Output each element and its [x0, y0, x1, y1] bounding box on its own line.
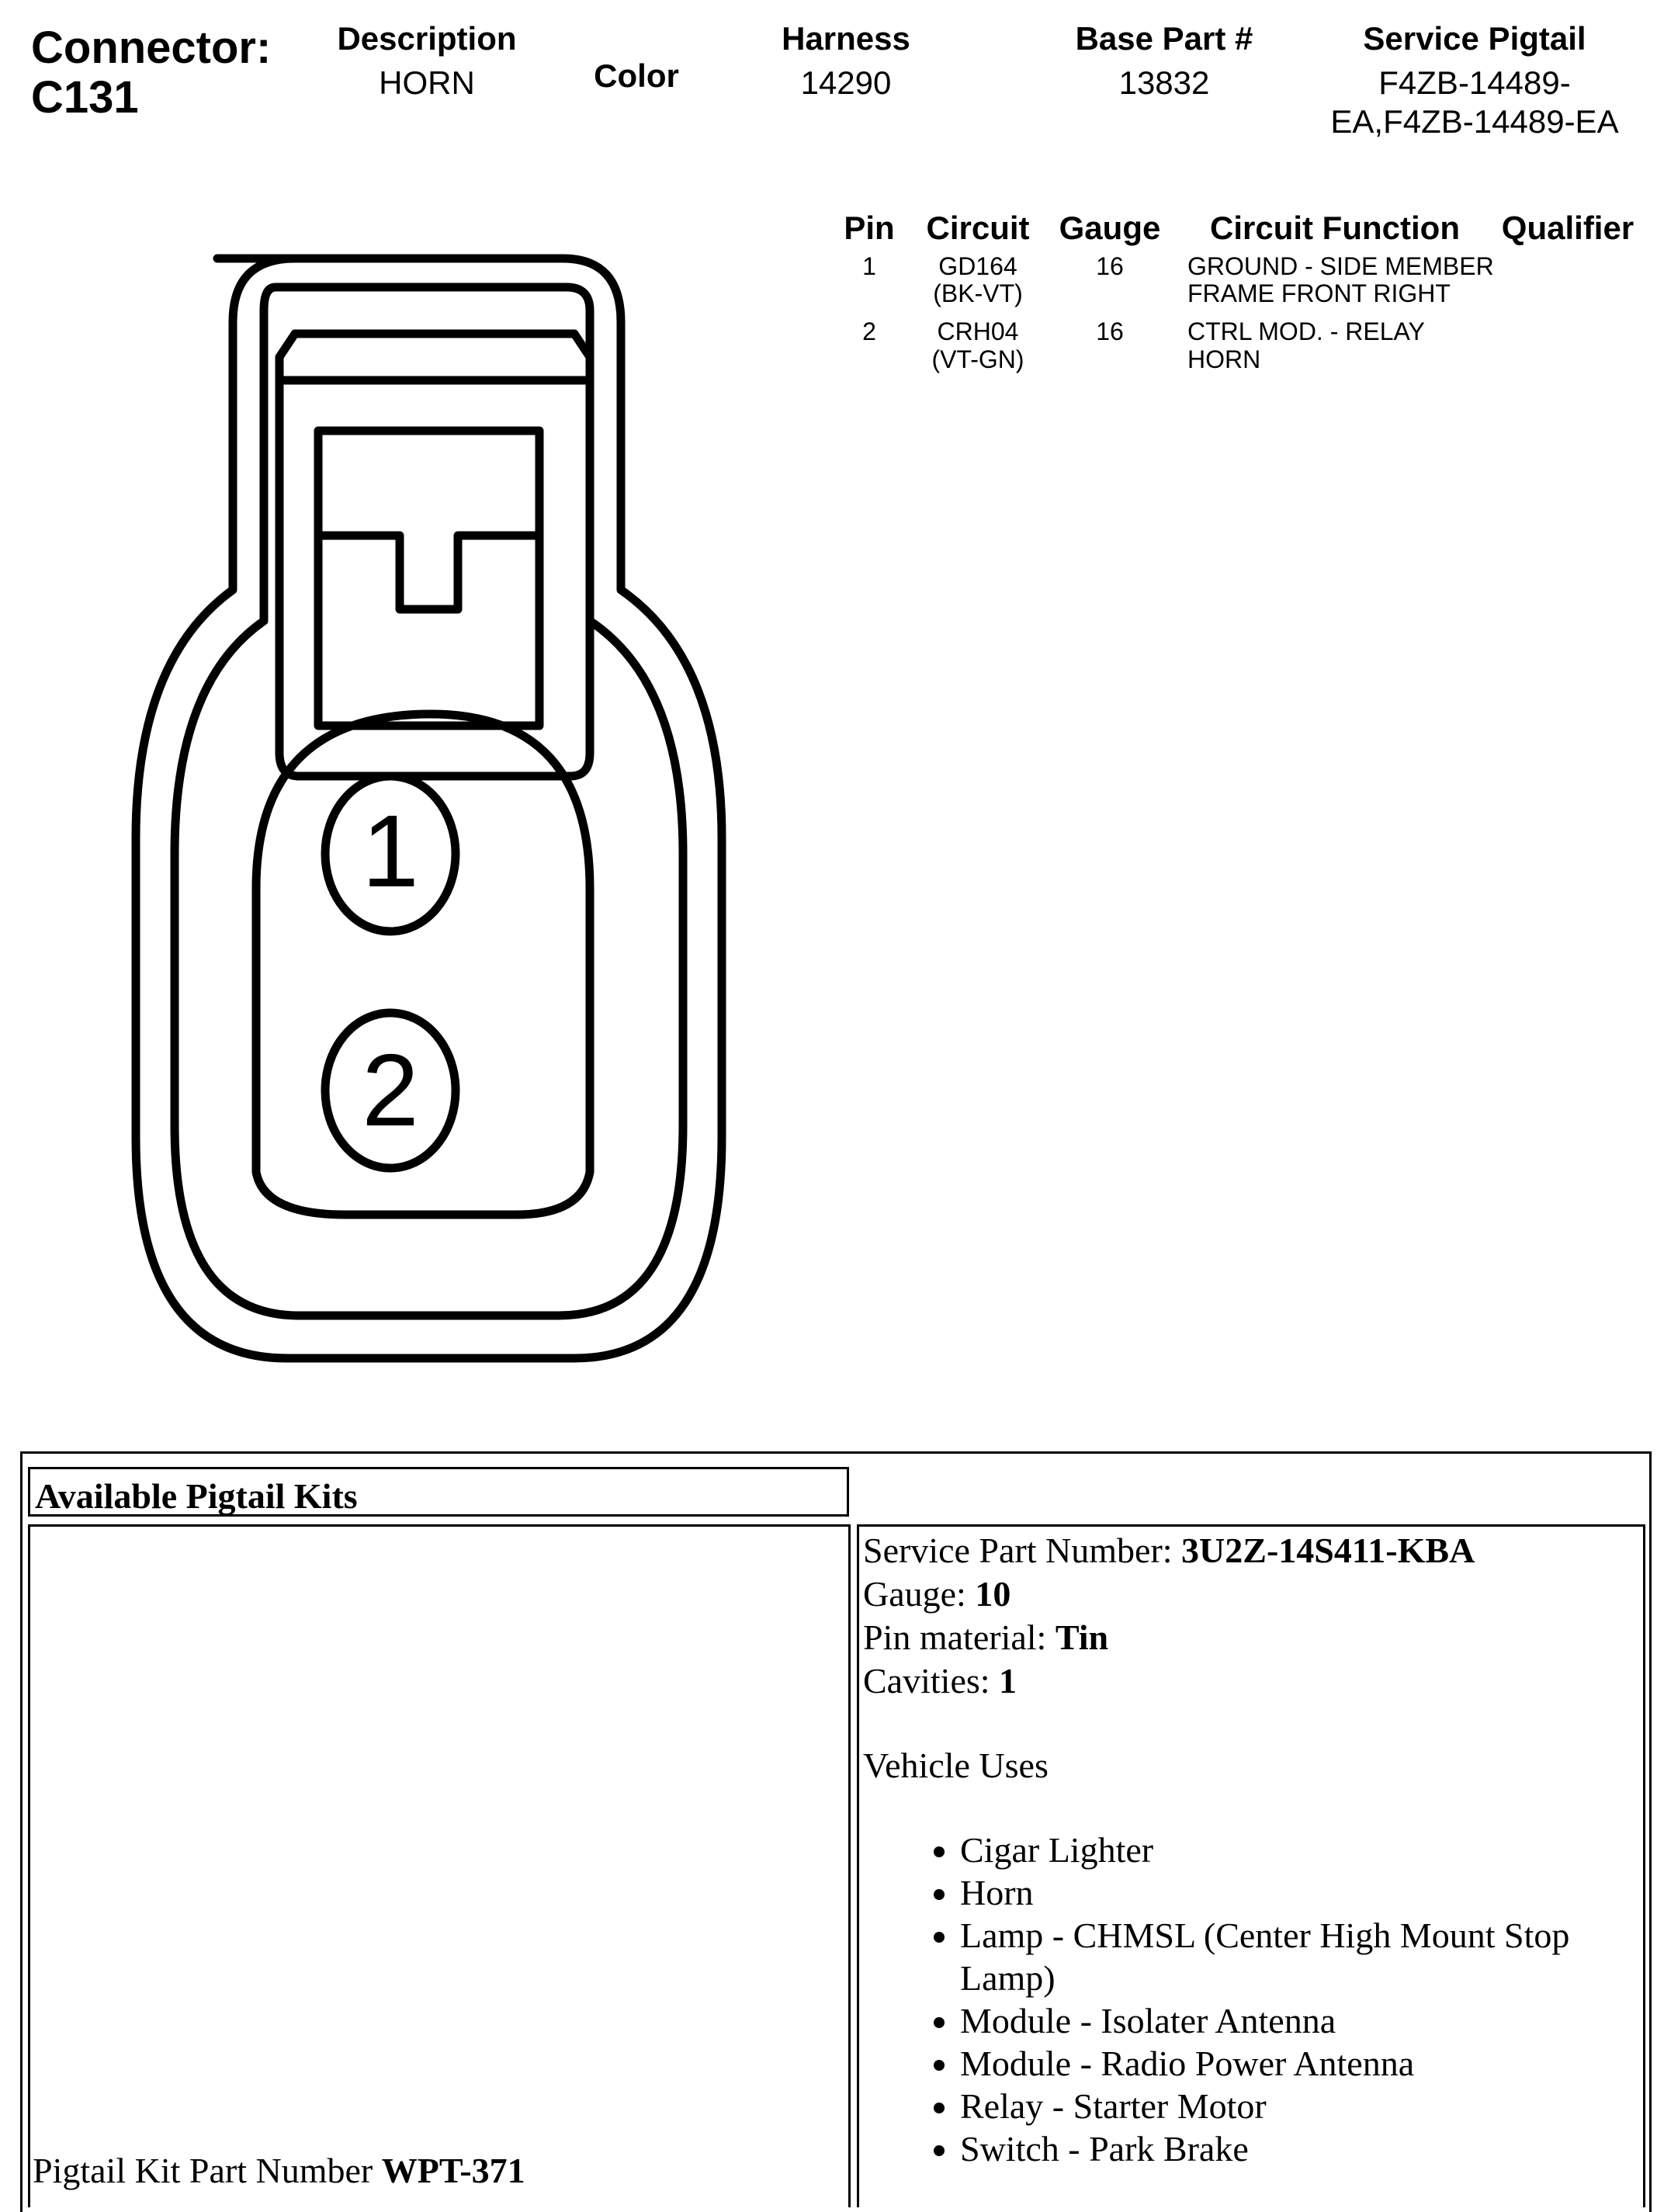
connector-label: Connector:: [31, 23, 272, 73]
color-label: Color: [594, 57, 679, 94]
latch-window: [318, 431, 539, 726]
gauge-cell: 16: [1096, 317, 1124, 346]
list-item: • Switch - Park Brake: [960, 2127, 1639, 2170]
description-label: Description: [337, 20, 517, 57]
kit-part-label: Pigtail Kit Part Number: [33, 2151, 373, 2190]
pigtail-specs: [863, 1529, 1475, 1703]
service-part-value: 3U2Z-14S411-KBA: [1181, 1531, 1475, 1570]
pin-cell: 1: [862, 252, 876, 280]
list-item: • Lamp - CHMSL (Center High Mount Stop Lamp): [960, 1914, 1639, 1999]
table-row: [830, 317, 1638, 382]
service-part-label: Service Part Number:: [863, 1531, 1173, 1570]
qualifier-cell: [1498, 317, 1638, 382]
list-item: • Horn: [960, 1871, 1639, 1914]
service-pigtail-value: [1319, 64, 1630, 142]
harness-value: 14290: [800, 64, 892, 101]
description-value: HORN: [379, 64, 475, 101]
pigtail-kit-part-number: [33, 2150, 525, 2191]
pin-material-row: [863, 1616, 1475, 1659]
gauge-row: [863, 1572, 1475, 1616]
connector-id: C131: [31, 71, 139, 123]
base-part-value: 13832: [1118, 64, 1210, 101]
circuit-cell: CRH04 (VT-GN): [931, 317, 1024, 373]
list-item: • Relay - Starter Motor: [960, 2085, 1639, 2127]
qualifier-column-header: Qualifier: [1501, 210, 1634, 246]
vehicle-uses-title: Vehicle Uses: [863, 1746, 1049, 1785]
pin-material-value: Tin: [1055, 1617, 1109, 1657]
circuit-function-column-header: Circuit Function: [1210, 210, 1460, 246]
cavities-value: 1: [999, 1661, 1017, 1701]
pin-material-label: Pin material:: [863, 1617, 1047, 1657]
service-pigtail-value-line2: EA,F4ZB-14489-EA: [1330, 103, 1619, 140]
latch-keyway: [318, 536, 539, 609]
base-part-label: Base Part #: [1075, 20, 1253, 57]
pin-2-label: 2: [362, 1033, 419, 1147]
pin-cell: 2: [862, 317, 876, 346]
pin-column-header: Pin: [844, 210, 895, 246]
circuit-column-header: Circuit: [926, 210, 1030, 246]
pin-table-header-row: [830, 210, 1638, 251]
list-item: • Cigar Lighter: [960, 1829, 1639, 1871]
latch-housing: [279, 334, 590, 380]
circuit-cell: GD164 (BK-VT): [933, 252, 1023, 308]
list-item: • Module - Radio Power Antenna: [960, 2042, 1639, 2085]
pin-1-label: 1: [362, 794, 419, 908]
vehicle-uses-list: [863, 1829, 1639, 2170]
circuit-function-cell: GROUND - SIDE MEMBER FRAME FRONT RIGHT: [1187, 252, 1494, 308]
table-row: [830, 251, 1638, 317]
service-part-row: [863, 1529, 1475, 1572]
gauge-cell: 16: [1096, 252, 1124, 280]
kit-part-value: WPT-371: [381, 2151, 525, 2190]
gauge-value: 10: [975, 1574, 1011, 1614]
harness-label: Harness: [782, 20, 910, 57]
service-pigtail-label: Service Pigtail: [1363, 20, 1586, 57]
pigtail-kit-image-cell: [28, 1524, 851, 2207]
cavities-label: Cavities:: [863, 1661, 990, 1701]
service-pigtail-value-line1: F4ZB-14489-: [1378, 64, 1571, 101]
gauge-label: Gauge:: [863, 1574, 966, 1614]
pin-table: [830, 210, 1638, 383]
qualifier-cell: [1498, 251, 1638, 317]
circuit-function-cell: CTRL MOD. - RELAY HORN: [1187, 317, 1425, 373]
gauge-column-header: Gauge: [1059, 210, 1161, 246]
pigtail-kits-title: Available Pigtail Kits: [28, 1467, 849, 1517]
connector-face-diagram: [124, 248, 745, 1413]
connector-title: [31, 23, 287, 123]
cavities-row: [863, 1659, 1475, 1703]
connector-inner-shell: [175, 287, 683, 1316]
list-item: • Module - Isolater Antenna: [960, 1999, 1639, 2042]
connector-outer-shell: [136, 258, 722, 1358]
